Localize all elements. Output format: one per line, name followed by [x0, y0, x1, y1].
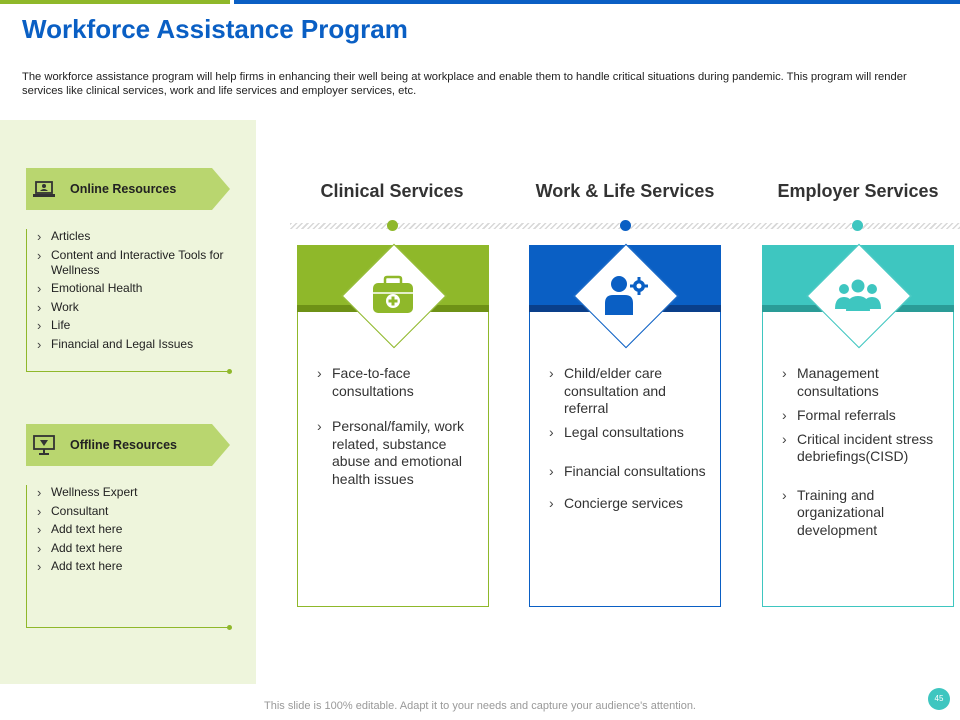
clinical-services-card: [297, 245, 489, 607]
list-item: › Child/elder care consultation and referral: [549, 365, 711, 418]
intro-paragraph: The workforce assistance program will help firms in enhancing their well being at workplace and enable them to handle critical situations during pandemic. This program will render services like clinical services, work and life services and employer services, etc.: [22, 71, 907, 97]
list-item: › Training and organizational development: [782, 487, 944, 540]
person-gear-icon: [599, 269, 651, 321]
online-resources-tag: [26, 168, 212, 210]
offline-resources-list: [26, 485, 229, 628]
laptop-icon: [32, 177, 56, 201]
list-item: › Add text here: [27, 522, 229, 537]
offline-resources-tag: [26, 424, 212, 466]
clinical-services-title: Clinical Services: [320, 181, 464, 201]
online-resources-label: Online Resources: [70, 182, 177, 196]
list-item: › Legal consultations: [549, 424, 711, 442]
list-end-dot: [227, 625, 232, 630]
timeline-dot-employer: [852, 220, 863, 231]
list-item: › Life: [27, 318, 229, 333]
footer-note: This slide is 100% editable. Adapt it to your needs and capture your audience's attention.: [264, 700, 696, 712]
list-item: › Critical incident stress debriefings(CISD): [782, 431, 944, 466]
online-resources-list: [26, 229, 229, 372]
list-item: › Face-to-face consultations: [317, 365, 479, 400]
timeline-dot-clinical: [387, 220, 398, 231]
list-item: › Emotional Health: [27, 281, 229, 296]
work-life-services-card: [529, 245, 721, 607]
slide-title: Workforce Assistance Program: [22, 14, 408, 44]
clinical-services-list: [317, 365, 479, 495]
timeline-dot-work-life: [620, 220, 631, 231]
list-item: › Formal referrals: [782, 407, 944, 425]
list-item: › Concierge services: [549, 495, 711, 513]
employer-services-title: Employer Services: [777, 181, 939, 201]
list-item: › Articles: [27, 229, 229, 244]
list-item: › Work: [27, 300, 229, 315]
employer-services-list: [782, 365, 944, 546]
top-accent-bar-blue: [234, 0, 960, 4]
offline-resources-label: Offline Resources: [70, 438, 177, 452]
group-of-women-icon: [832, 269, 884, 321]
work-life-services-list: [549, 365, 711, 519]
list-item: › Add text here: [27, 559, 229, 574]
top-accent-bar-green: [0, 0, 230, 4]
list-item: › Content and Interactive Tools for Wellness: [27, 248, 229, 278]
work-life-services-title: Work & Life Services: [535, 181, 715, 201]
page-number-badge: 45: [928, 688, 950, 710]
list-item: › Financial consultations: [549, 463, 711, 481]
list-item: › Add text here: [27, 541, 229, 556]
list-item: › Management consultations: [782, 365, 944, 400]
list-item: › Personal/family, work related, substance abuse and emotional health issues: [317, 418, 479, 488]
employer-services-card: [762, 245, 954, 607]
list-item: › Financial and Legal Issues: [27, 337, 229, 352]
list-item: › Wellness Expert: [27, 485, 229, 500]
first-aid-kit-icon: [367, 269, 419, 321]
list-end-dot: [227, 369, 232, 374]
presentation-board-icon: [32, 433, 56, 457]
list-item: › Consultant: [27, 504, 229, 519]
